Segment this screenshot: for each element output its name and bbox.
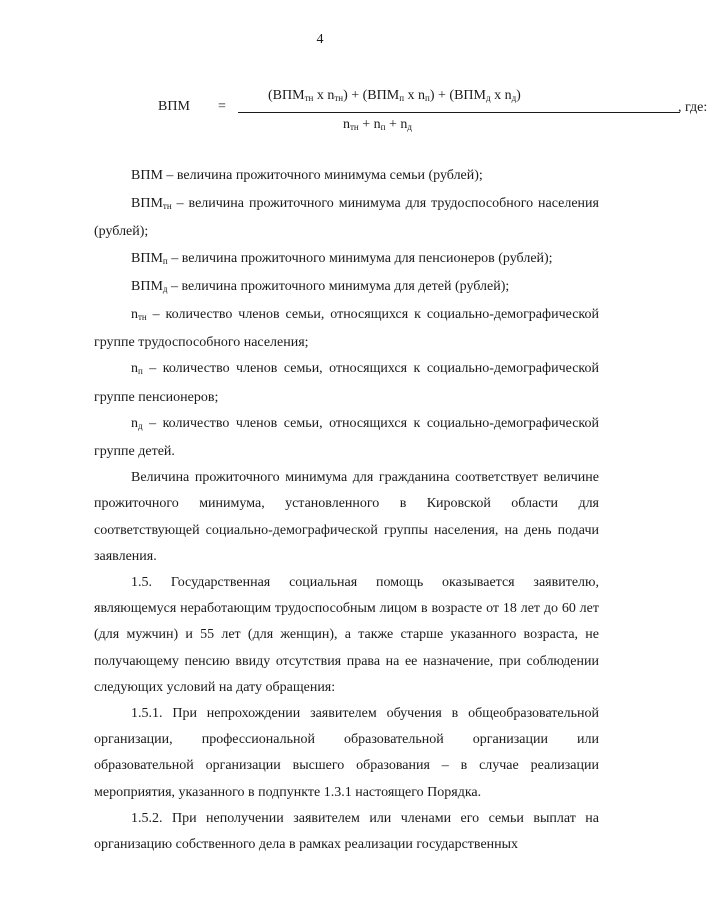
paragraph-1-5: 1.5. Государственная социальная помощь оказывается заявителю, являющемуся неработающим трудоспособным лицом в возрасте от 18 лет до 60 лет (для мужчин) и 55 лет (для женщин), а также старше указанного возраста, не получающему пенсию ввиду отсутствия права на ее назначение, при соблюдении следующих условий на дату обращения: — [94, 575, 599, 695]
formula-where: , где: — [678, 100, 707, 115]
page-number: 4 — [316, 32, 324, 47]
definition-vpm-p: $ВПМ_п$ – величина прожиточного минимума для пенсионеров (рублей); — [131, 250, 553, 266]
definition-n-tn: $n_{тн}$ – количество членов семьи, относящихся к социально-демографической группе трудоспособного населения; — [94, 307, 599, 351]
family-subsistence-formula — [158, 88, 707, 134]
document-body — [94, 163, 599, 858]
paragraph-1-5-2: 1.5.2. При неполучении заявителем или членами его семьи выплат на организацию собственного дела в рамках реализации государственных — [94, 810, 599, 853]
definition-vpm-tn: $ВПМ_{тн}$ – величина прожиточного минимума для трудоспособного населения (рублей); — [94, 196, 599, 240]
definition-n-p: $n_п$ – количество членов семьи, относящихся к социально-демографической группе пенсионеров; — [94, 361, 599, 405]
paragraph-subsistence-value: Величина прожиточного минимума для гражданина соответствует величине прожиточного минимума, установленного в Кировской области для соответствующей социально-демографической группы населения, на день подачи заявления. — [94, 470, 599, 564]
paragraph-1-5-1: 1.5.1. При непрохождении заявителем обучения в общеобразовательной организации, профессиональной образовательной организации или образовательной организации высшего образования – в случае реализации мероприятия, указанного в подпункте 1.3.1 настоящего Порядка. — [94, 706, 599, 800]
formula-numerator: ($ВПМ_{тн}$ х $n_{тн}) + (ВПМ_п$ х $n_п) + (ВПМ_д$ х $n_д$) — [268, 88, 521, 103]
formula-denominator: $n_{тн} + n_п + n_д$ — [343, 117, 412, 132]
definition-vpm: ВПМ – величина прожиточного минимума семьи (рублей); — [131, 168, 483, 183]
formula-equals: = — [218, 99, 226, 114]
definition-n-d: $n_д$ – количество членов семьи, относящихся к социально-демографической группе детей. — [94, 415, 599, 460]
formula-lhs: ВПМ — [158, 99, 190, 114]
definition-vpm-d: $ВПМ_д$ – величина прожиточного минимума для детей (рублей); — [131, 278, 510, 294]
fraction-bar — [238, 112, 680, 113]
